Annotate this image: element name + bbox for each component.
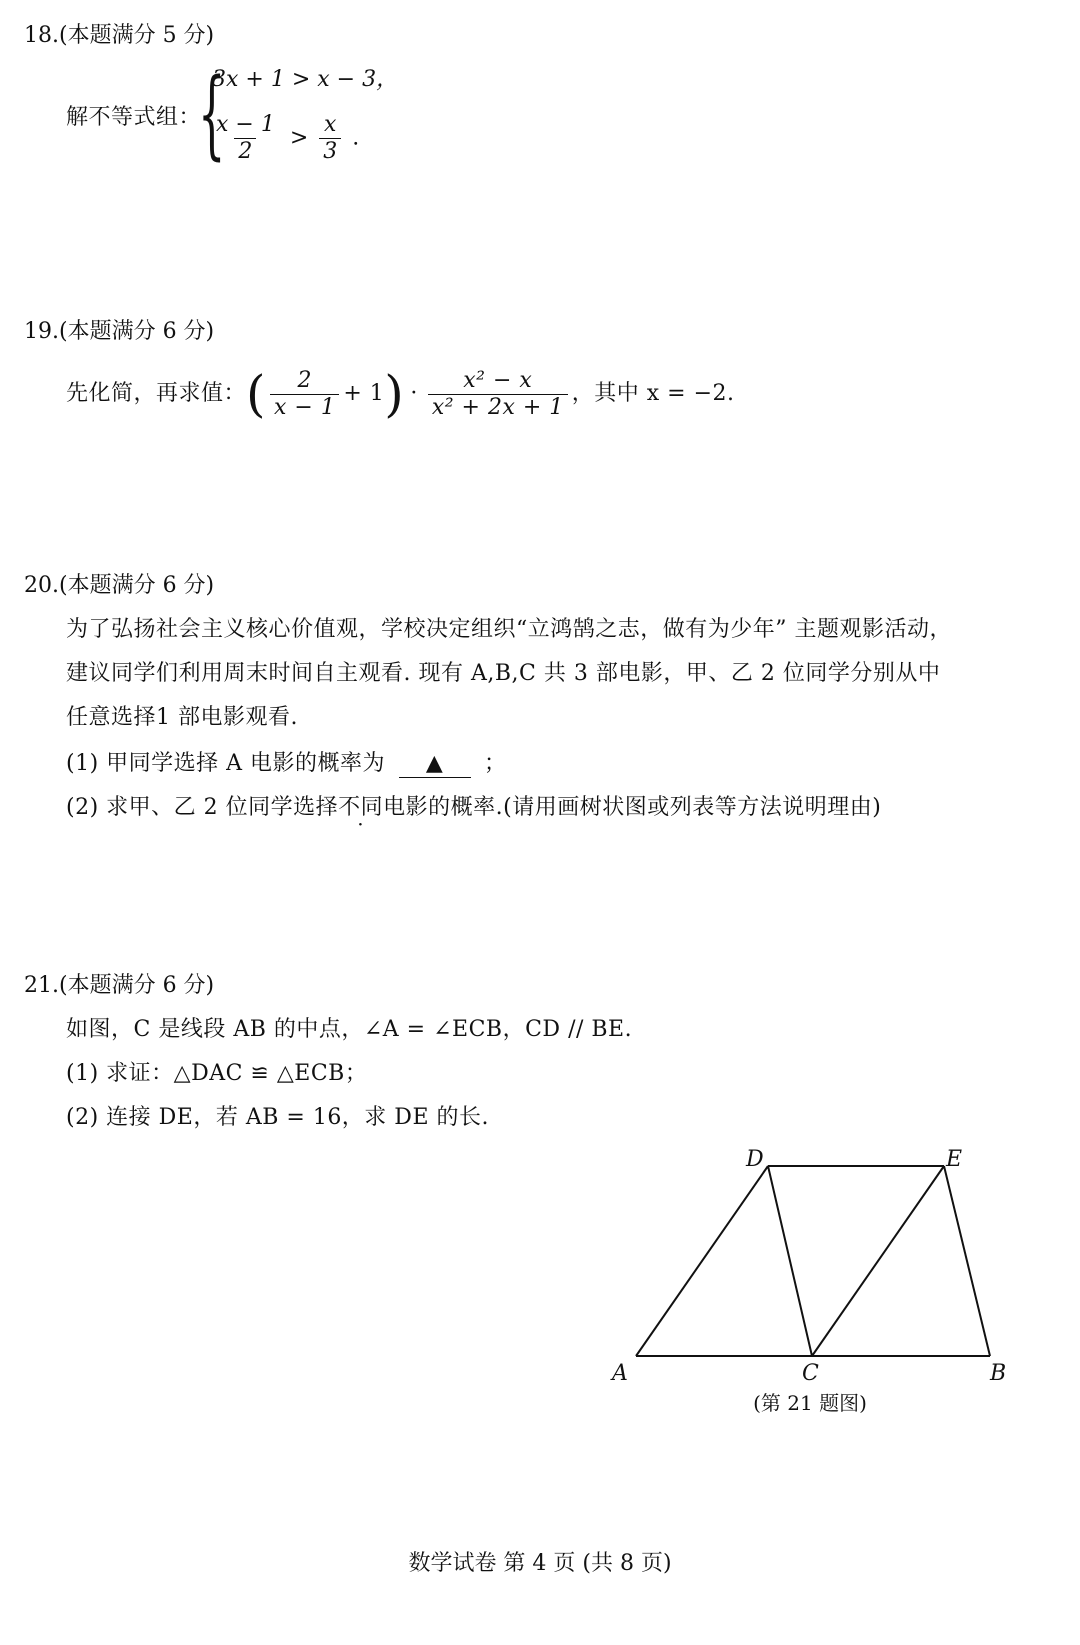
q19-tail: ，其中 x = −2.	[571, 381, 735, 406]
q20-part2-text-a: (2) 求甲、乙 2 位同学选择	[66, 795, 339, 820]
q19-prompt: 先化简，再求值：	[66, 381, 247, 406]
right-paren: )	[384, 365, 405, 423]
segment-EB	[944, 1166, 990, 1356]
system-brace: {	[198, 58, 226, 170]
answer-blank: ▲	[399, 751, 471, 778]
q19-fraction-2	[428, 368, 568, 421]
q20-part1-semicolon: ；	[484, 751, 507, 776]
q18-inequality-2	[208, 112, 359, 165]
q19-frac1-den: x − 1	[270, 394, 339, 421]
figure-caption: (第 21 题图)	[753, 1391, 867, 1415]
left-paren: (	[246, 365, 267, 423]
q18-inequality-1: 3x + 1 > x − 3，	[212, 67, 399, 92]
q20-line-1: 为了弘扬社会主义核心价值观，学校决定组织“立鸿鹄之志，做有为少年” 主题观影活动，	[66, 617, 952, 642]
q20-part-1	[66, 750, 507, 778]
q18-gt-sign: >	[289, 125, 309, 151]
q18-frac-right-num: x	[324, 112, 337, 137]
q18-frac-right-den: 3	[319, 138, 341, 165]
label-A: A	[612, 1361, 628, 1386]
q20-part1-text: (1) 甲同学选择 A 电影的概率为	[66, 751, 386, 776]
label-B: B	[990, 1361, 1007, 1386]
q19-fraction-1	[270, 368, 339, 421]
q21-part-2: (2) 连接 DE，若 AB = 16，求 DE 的长.	[66, 1105, 489, 1130]
page-footer: 数学试卷 第 4 页 (共 8 页)	[408, 1551, 672, 1576]
q19-frac2-den: x² + 2x + 1	[428, 394, 568, 421]
q19-plus-one: + 1	[343, 381, 385, 406]
q20-line-3: 任意选择1 部电影观看.	[66, 705, 298, 730]
q19-frac2-num: x² − x	[463, 367, 533, 393]
q19-multiply-dot: ·	[410, 381, 418, 406]
label-D: D	[746, 1147, 764, 1172]
q18-fraction-left	[212, 112, 279, 165]
q20-part-2	[66, 794, 881, 822]
segment-AD	[636, 1166, 768, 1356]
q21-line-1: 如图，C 是线段 AB 的中点，∠A = ∠ECB，CD // BE.	[66, 1017, 633, 1042]
segment-CE	[812, 1166, 944, 1356]
q18-prompt: 解不等式组：	[66, 105, 202, 130]
q18-period: .	[352, 125, 360, 151]
q18-frac-left-num: x − 1	[216, 112, 275, 137]
q20-header: 20.(本题满分 6 分)	[24, 573, 215, 598]
q18-fraction-right	[319, 112, 341, 165]
q20-part2-text-b: 电影的概率.(请用画树状图或列表等方法说明理由)	[383, 795, 882, 820]
label-C: C	[802, 1361, 819, 1386]
q19-header: 19.(本题满分 6 分)	[24, 319, 215, 344]
q20-line-2: 建议同学们利用周末时间自主观看. 现有 A,B,C 共 3 部电影，甲、乙 2 位同学分别从中	[66, 661, 941, 686]
q21-part-1: (1) 求证：△DAC ≌ △ECB；	[66, 1061, 368, 1086]
segment-DC	[768, 1166, 812, 1356]
emphasis-text: 不同	[338, 795, 384, 820]
geometry-figure	[600, 1138, 1040, 1438]
q21-header: 21.(本题满分 6 分)	[24, 973, 215, 998]
q18-frac-left-den: 2	[234, 138, 256, 165]
q19-expression	[66, 364, 735, 424]
label-E: E	[946, 1147, 963, 1172]
q18-header: 18.(本题满分 5 分)	[24, 23, 215, 48]
q19-frac1-num: 2	[297, 367, 312, 393]
